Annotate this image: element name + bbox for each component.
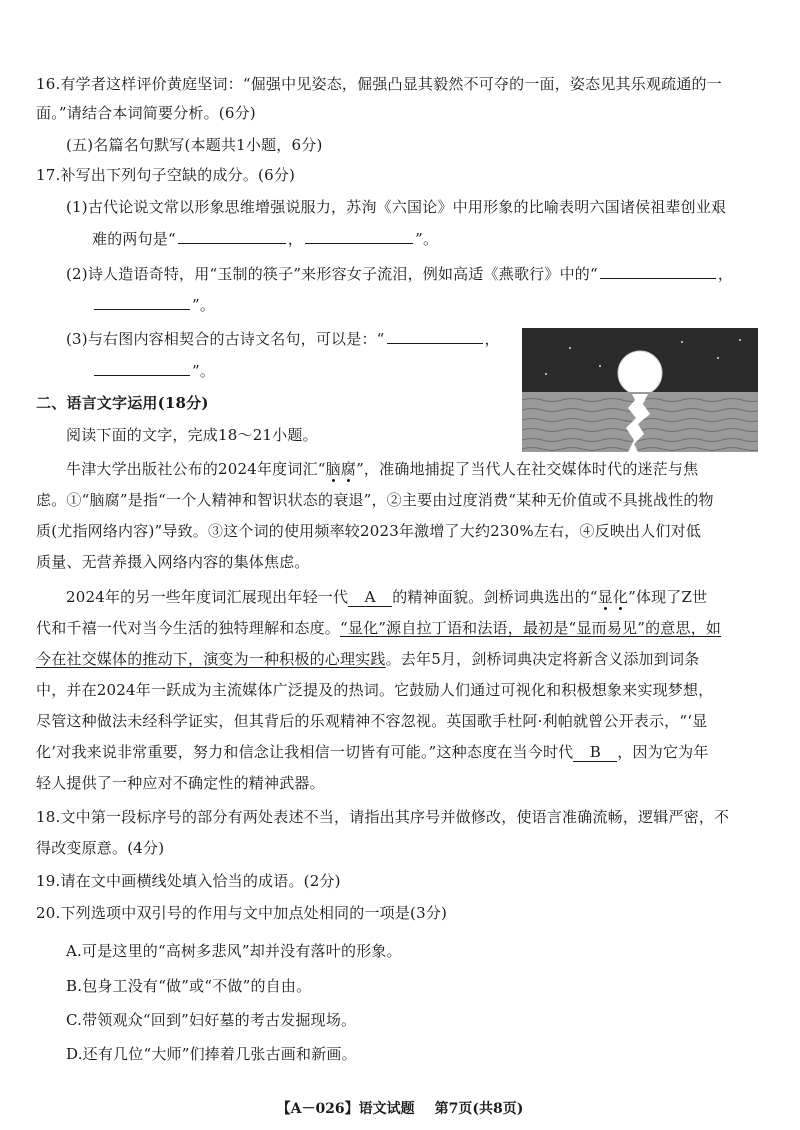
- page-footer: [0, 1098, 800, 1118]
- q20-option-d: D.还有几位“大师”们捧着几张古画和新画。: [66, 1045, 357, 1063]
- passage-p2-line3: 今在社交媒体的推动下，演变为一种积极的心理实践。去年5月，剑桥词典决定将新含义添加到词条: [36, 650, 700, 668]
- answer-blank-1[interactable]: [178, 228, 286, 244]
- blank-slot-b: B: [573, 743, 617, 762]
- q17-title: 17.补写出下列句子空缺的成分。(6分): [36, 166, 296, 184]
- answer-blank-6[interactable]: [94, 360, 190, 376]
- passage-p2-line7: 轻人提供了一种应对不确定性的精神武器。: [36, 774, 325, 792]
- q19: 19.请在文中画横线处填入恰当的成语。(2分): [36, 872, 341, 890]
- q16-line2: 面。”请结合本词简要分析。(6分): [36, 104, 256, 122]
- q18-line1: 18.文中第一段标序号的部分有两处表述不当，请指出其序号并做修改，使语言准确流畅，逻辑严密，不: [36, 808, 730, 826]
- q17-p1-line2: 难的两句是“ ， ”。: [92, 230, 439, 248]
- passage-p2-line1: 2024年的另一些年度词汇展现出年轻一代 A 的精神面貌。剑桥词典选出的“显化”体现了Z世: [66, 588, 708, 606]
- q20-option-a: A.可是这里的“高树多悲风”却并没有落叶的形象。: [66, 942, 402, 960]
- full-moon: [618, 351, 662, 395]
- answer-blank-2[interactable]: [305, 228, 413, 244]
- passage-p2-line4: 中，并在2024年一跃成为主流媒体广泛提及的热词。它鼓励人们通过可视化和积极想象来实现梦想，: [36, 681, 714, 699]
- q20-option-b: B.包身工没有“做”或“不做”的自由。: [66, 977, 312, 995]
- exam-code: 【A－026】语文试题: [276, 1101, 415, 1117]
- moon-over-sea-illustration: [522, 328, 758, 452]
- answer-blank-3[interactable]: [600, 263, 716, 279]
- q17-p3-line1: (3)与右图内容相契合的古诗文名句，可以是：“ ，: [66, 330, 500, 348]
- q20-option-c: C.带领观众“回到”妇好墓的考古发掘现场。: [66, 1011, 357, 1029]
- passage-p2-line2: 代和千禧一代对当今生活的独特理解和态度。“显化”源自拉丁语和法语，最初是“显而易见”的意思，如: [36, 619, 722, 637]
- answer-blank-5[interactable]: [387, 328, 483, 344]
- passage-p1-line1: 牛津大学出版社公布的2024年度词汇“脑腐”，准确地捕捉了当代人在社交媒体时代的迷茫与焦: [66, 460, 699, 478]
- blank-slot-a: A: [348, 588, 392, 607]
- q17-p2-line1: (2)诗人造语奇特，用“玉制的筷子”来形容女子流泪，例如高适《燕歌行》中的“ ，: [66, 265, 734, 283]
- passage-p2-line5: 尽管这种做法未经科学证实，但其背后的乐观精神不容忽视。英国歌手杜阿·利帕就曾公开表示，“‘显: [36, 712, 708, 730]
- passage-p1-line3: 质(尤指网络内容)”导致。③这个词的使用频率较2023年激增了大约230%左右，④反映出人们对低: [36, 522, 702, 540]
- q16-line1: 16.有学者这样评价黄庭坚词：“倔强中见姿态，倔强凸显其毅然不可夺的一面，姿态见其乐观疏通的一: [36, 75, 722, 93]
- q18-line2: 得改变原意。(4分): [36, 839, 165, 857]
- part2-instruction: 阅读下面的文字，完成18～21小题。: [66, 426, 318, 444]
- passage-p1-line2: 虑。①“脑腐”是指“一个人精神和智识状态的衰退”，②主要由过度消费“某种无价值或不具挑战性的物: [36, 491, 714, 509]
- answer-blank-4[interactable]: [94, 294, 190, 310]
- q17-p2-line2: ”。: [92, 294, 215, 316]
- section5-heading: (五)名篇名句默写(本题共1小题，6分): [66, 136, 323, 154]
- q17-p1-line1: (1)古代论说文常以形象思维增强说服力，苏洵《六国论》中用形象的比喻表明六国诸侯祖辈创业艰: [66, 198, 727, 216]
- q17-p3-line2: ”。: [92, 360, 215, 382]
- passage-p1-line4: 质量、无营养摄入网络内容的集体焦虑。: [36, 553, 310, 571]
- passage-p2-line6: 化’对我来说非常重要，努力和信念让我相信一切皆有可能。”这种态度在当今时代 B ，因为它为年: [36, 743, 709, 761]
- underlined-sentence: “显化”源自拉丁语和法语，最初是“显而易见”的意思，如: [340, 619, 722, 637]
- page-number: 第7页(共8页): [434, 1101, 524, 1117]
- q20-title: 20.下列选项中双引号的作用与文中加点处相同的一项是(3分): [36, 904, 448, 922]
- part2-heading: 二、语言文字运用(18分): [36, 394, 209, 412]
- underlined-sentence-cont: 今在社交媒体的推动下，演变为一种积极的心理实践: [36, 650, 386, 668]
